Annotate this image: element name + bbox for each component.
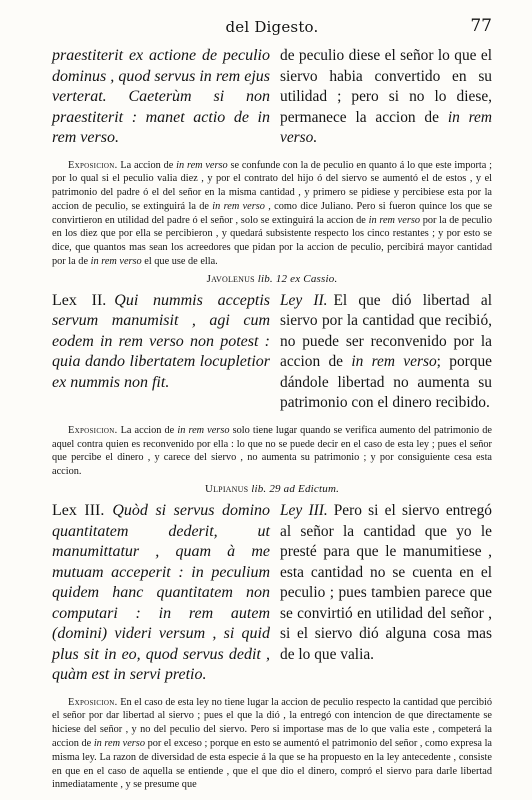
- exposicion-1-text: se confunde con la de peculio en quanto á lo que este importa ; por lo qual si el peculio valia diez , y por el contrato del hijo ó del siervo se aumentó el de estos , y el patrimonio del padre ó el del señor en la misma cantidad , y primero se pidiese y percibiese esta por la accion de peculio, se extinguirá la de: [52, 159, 493, 212]
- exposicion-1-em: in rem verso: [176, 159, 228, 171]
- source-author: Javolenus: [206, 272, 255, 285]
- source-author: Ulpianus: [204, 483, 249, 496]
- spanish-text-2: [280, 291, 492, 414]
- spanish-text-3-body: Pero si el siervo entregó al señor la cantidad que yo le presté para que le manumitiese , esta cantidad no se cuenta en el peculio ; pues tambien parece que se convirtió en utilidad del señor , si el siervo dió alguna cosa mas de lo que valia.: [280, 502, 492, 663]
- spanish-text-2-em: in rem verso: [351, 353, 437, 371]
- latin-text-2: [52, 291, 270, 414]
- exposicion-3: [52, 696, 492, 793]
- spanish-text-1: [280, 46, 492, 149]
- spanish-text-3: [280, 501, 492, 686]
- exposicion-3-text: por el exceso ; porque en esto se aumentó el patrimonio del señor , como expresa la misma ley. La razon de diversidad de esta especie á la que se ha propuesto en la ley antecedente , consiste en que en el caso de aquella se entiende , que el que dio el dinero, compró el siervo para darle libertad inmediatamente , y se presume que: [52, 737, 493, 791]
- parallel-text-block-2: [52, 291, 492, 414]
- spanish-text-1-main: de peculio diese el señor lo que el siervo habia convertido en su utilidad ; pero si no lo diese, permanece la accion de: [280, 47, 492, 126]
- source-citation-2: [52, 483, 492, 495]
- exposicion-3-em: in rem verso: [93, 737, 145, 749]
- page-header: [52, 14, 492, 46]
- ley-label: Ley III.: [280, 502, 328, 520]
- parallel-text-block-3: [52, 501, 492, 686]
- exposicion-1-text: La accion de: [120, 159, 174, 171]
- exposicion-2-text: La accion de: [120, 424, 175, 436]
- latin-text-1: praestiterit ex actione de peculio dominus , quod servus in rem ejus verterat. Caeterùm si non praestiterit : manet actio de in rem verso.: [52, 47, 270, 146]
- latin-text-2-body: Qui nummis acceptis servum manumisit , agi cum eodem in rem verso non potest : quia dando libertatem locupletior ex nummis non fit.: [52, 291, 271, 391]
- exposicion-label: Exposicion.: [68, 696, 118, 708]
- page-number: 77: [470, 16, 492, 36]
- latin-text-3-body: Quòd si servus domino quantitatem dederit, ut manumittatur , quam à me mutuam acceperit : in peculium quidem hanc quantitatem non computari : in rem autem (domini) videri versum , si quid plus sit in eo, quod servus dedit , quàm est in servi pretio.: [52, 502, 271, 684]
- exposicion-3-text: En el caso de esta ley no tiene lugar la accion de peculio respecto la cantidad que percibió el señor por dar libertad al siervo ; pues el que la dió , la entregó con intencion de que directamente se hiciese del señor , y no del peculio del siervo. Pero si importase mas de lo que valia este , competerá la accion de: [52, 696, 492, 749]
- exposicion-2-text: solo tiene lugar quando se verifica aumento del patrimonio de aquel contra quien es reconvenido por ella : lo que no se puede decir en el caso de esta ley ; pues el señor que percibe el dinero , y carece del siervo , no aumenta su patrimonio ; y por consiguiente cesa esta accion.: [52, 424, 492, 478]
- lex-label: Lex II.: [52, 291, 107, 309]
- exposicion-label: Exposicion.: [68, 159, 118, 171]
- source-reference: lib. 29 ad Edictum.: [251, 483, 340, 496]
- page: [52, 14, 492, 792]
- exposicion-label: Exposicion.: [68, 424, 118, 436]
- source-citation-1: [52, 273, 492, 285]
- running-title: del Digesto.: [225, 18, 319, 36]
- parallel-text-block-1: [52, 46, 492, 149]
- exposicion-1-em: in rem verso: [90, 256, 142, 268]
- lex-label: Lex III.: [52, 502, 105, 520]
- exposicion-1-text: , como dice Juliano. Pero si fueron quince los que se convirtieron en utilidad del padre ó el señor , solo se extinguirá la accion de: [52, 200, 493, 226]
- ley-label: Ley II.: [280, 291, 328, 309]
- exposicion-2: [52, 424, 492, 479]
- spanish-text-2-body: ; porque dándole libertad no aumenta su patrimonio con el dinero recibido.: [280, 353, 492, 412]
- exposicion-1-em: in rem verso: [368, 214, 420, 226]
- exposicion-1-text: por la de peculio en los diez que por ella se percibieron , y quedará subsistente respecto los cinco restantes ; y por esto se dice, que quantos mas sean los acreedores que pidan por la accion de peculio, percibirá mayor cantidad por la de: [52, 214, 493, 268]
- spanish-text-2-body: El que dió libertad al siervo por la cantidad que recibió, no puede ser reconvenido por la accion de: [280, 291, 493, 371]
- spanish-text-1-em: in rem verso.: [280, 108, 492, 146]
- exposicion-2-em: in rem verso: [177, 424, 230, 436]
- exposicion-1-em: in rem verso: [212, 200, 265, 212]
- latin-text-3: [52, 501, 270, 686]
- source-reference: lib. 12 ex Cassio.: [257, 272, 338, 285]
- exposicion-1-text: el que use de ella.: [144, 256, 218, 268]
- exposicion-1: [52, 159, 492, 269]
